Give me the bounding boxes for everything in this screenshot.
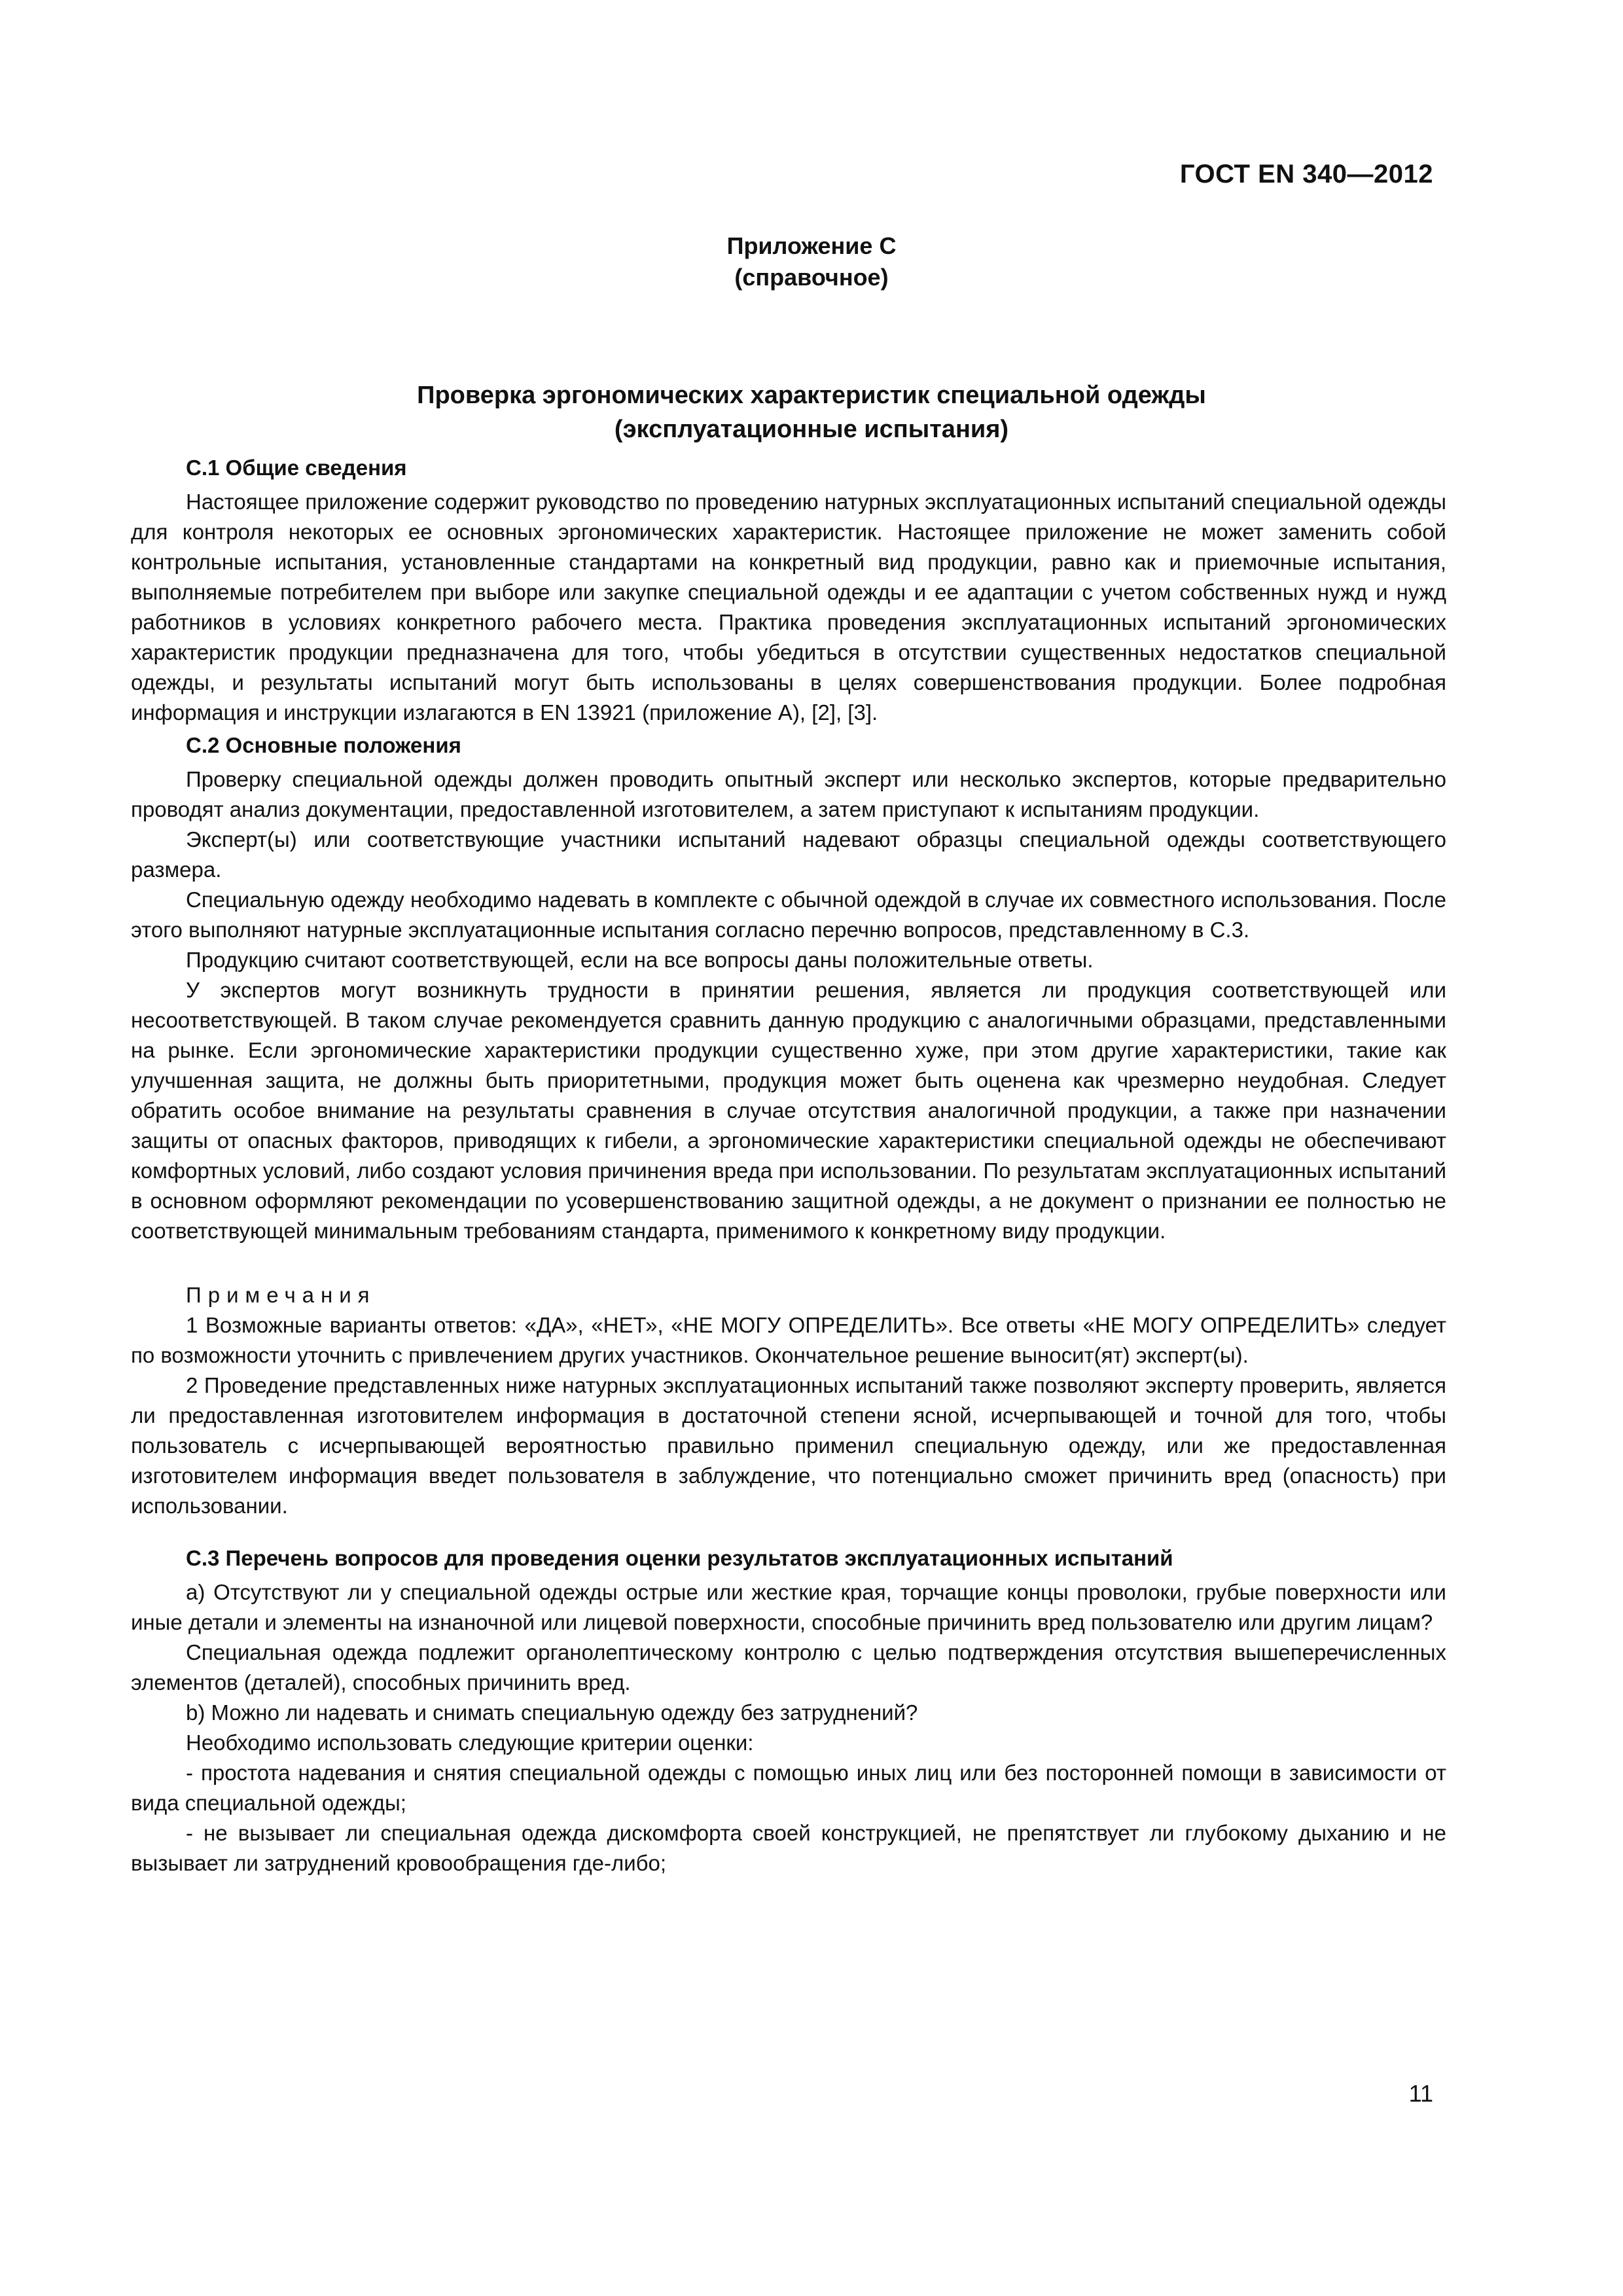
document-body: [131, 450, 1446, 1878]
standard-code: ГОСТ EN 340—2012: [1179, 160, 1433, 188]
paragraph: - простота надевания и снятия специальной одежды с помощью иных лиц или без посторонней помощи в зависимости от вида специальной одежды;: [131, 1761, 1446, 1815]
appendix-heading: [0, 230, 1623, 293]
appendix-status: (справочное): [734, 264, 889, 291]
paragraph: Проверку специальной одежды должен проводить опытный эксперт или несколько экспертов, которые предварительно проводят анализ документации, предоставленной изготовителем, а затем приступают к испытаниям продукции.: [131, 767, 1446, 821]
paragraph: Настоящее приложение содержит руководство по проведению натурных эксплуатационных испытаний специальной одежды для контроля некоторых ее основных эргономических характеристик. Настоящее приложение не может заменить собой контрольные испытания, установленные стандартами на конкретный вид продукции, равно как и приемочные испытания, выполняемые потребителем при выборе или закупке специальной одежды и ее адаптации с учетом собственных нужд и нужд работников в условиях конкретного рабочего места. Практика проведения эксплуатационных испытаний эргономических характеристик продукции предназначена для того, чтобы убедиться в отсутствии существенных недостатков специальной одежды, и результаты испытаний могут быть использованы в целях совершенствования продукции. Более подробная информация и инструкции излагаются в EN 13921 (приложение А), [2], [3].: [131, 490, 1446, 725]
note-item: 2 Проведение представленных ниже натурных эксплуатационных испытаний также позволяют эксперту проверить, является ли предоставленная изготовителем информация в достаточной степени ясной, исчерпывающей и точной для того, чтобы пользователь с исчерпывающей вероятностью правильно применил специальную одежду, или же предоставленная изготовителем информация введет пользователя в заблуждение, что потенциально сможет причинить вред (опасность) при использовании.: [131, 1373, 1446, 1518]
paragraph: b) Можно ли надевать и снимать специальную одежду без затруднений?: [186, 1700, 918, 1725]
title-line-2: (эксплуатационные испытания): [614, 416, 1009, 443]
notes-heading: Примечания: [186, 1283, 376, 1307]
paragraph: Специальная одежда подлежит органолептическому контролю с целью подтверждения отсутствия вышеперечисленных элементов (деталей), способных причинить вред.: [131, 1640, 1446, 1695]
note-item: 1 Возможные варианты ответов: «ДА», «НЕТ», «НЕ МОГУ ОПРЕДЕЛИТЬ». Все ответы «НЕ МОГУ ОПРЕДЕЛИТЬ» следует по возможности уточнить с привлечением других участников. Окончательное решение выносит(ят) эксперт(ы).: [131, 1313, 1446, 1367]
paragraph: У экспертов могут возникнуть трудности в принятии решения, является ли продукция соответствующей или несоответствующей. В таком случае рекомендуется сравнить данную продукцию с аналогичными образцами, представленными на рынке. Если эргономические характеристики продукции существенно хуже, при этом другие характеристики, такие как улучшенная защита, не должны быть приоритетными, продукция может быть оценена как чрезмерно неудобная. Следует обратить особое внимание на результаты сравнения в случае отсутствия аналогичной продукции, а также при назначении защиты от опасных факторов, приводящих к гибели, а эргономические характеристики специальной одежды не обеспечивают комфортных условий, либо создают условия причинения вреда при использовании. По результатам эксплуатационных испытаний в основном оформляют рекомендации по усовершенствованию защитной одежды, а не документ о признании ее полностью не соответствующей минимальным требованиям стандарта, применимого к конкретному виду продукции.: [131, 978, 1446, 1243]
paragraph: Эксперт(ы) или соответствующие участники испытаний надевают образцы специальной одежды соответствующего размера.: [131, 827, 1446, 882]
document-title: [0, 378, 1623, 446]
paragraph: а) Отсутствуют ли у специальной одежды острые или жесткие края, торчащие концы проволоки, грубые поверхности или иные детали и элементы на изнаночной или лицевой поверхности, способные причинить вред пользователю или другим лицам?: [131, 1580, 1446, 1634]
page-number: 11: [1408, 2080, 1433, 2107]
paragraph: Специальную одежду необходимо надевать в комплекте с обычной одеждой в случае их совместного использования. После этого выполняют натурные эксплуатационные испытания согласно перечню вопросов, представленному в С.3.: [131, 888, 1446, 942]
paragraph: Необходимо использовать следующие критерии оценки:: [186, 1731, 754, 1755]
section-heading-c1: С.1 Общие сведения: [186, 456, 407, 480]
title-line-1: Проверка эргономических характеристик специальной одежды: [417, 382, 1206, 409]
paragraph: - не вызывает ли специальная одежда дискомфорта своей конструкцией, не препятствует ли глубокому дыханию и не вызывает ли затруднений кровообращения где-либо;: [131, 1821, 1446, 1875]
appendix-label: Приложение С: [726, 232, 897, 259]
section-heading-c3: С.3 Перечень вопросов для проведения оценки результатов эксплуатационных испытаний: [186, 1546, 1173, 1570]
section-heading-c2: С.2 Основные положения: [186, 733, 461, 757]
paragraph: Продукцию считают соответствующей, если на все вопросы даны положительные ответы.: [186, 948, 1094, 972]
